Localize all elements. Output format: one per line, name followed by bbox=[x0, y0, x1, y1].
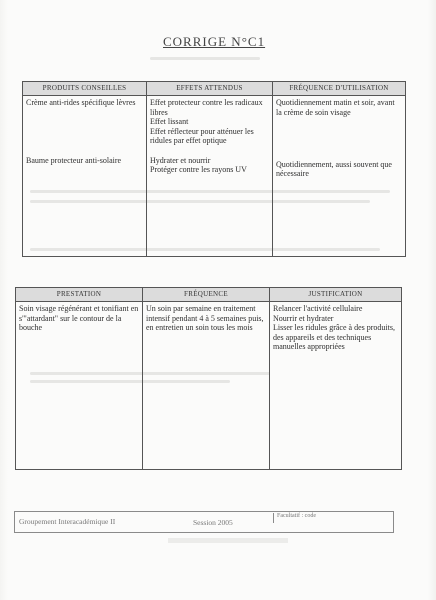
column-header: FRÉQUENCE D'UTILISATION bbox=[273, 82, 406, 96]
service-table-header bbox=[16, 288, 402, 302]
products-table bbox=[22, 81, 406, 257]
effects-cell: Effet protecteur contre les radicaux libres Effet lissant Effet réflecteur pour atténuer les ridules par effet optique bbox=[147, 96, 273, 154]
footer-session: Session 2005 bbox=[193, 518, 233, 527]
table-row bbox=[16, 302, 402, 470]
column-header: EFFETS ATTENDUS bbox=[147, 82, 273, 96]
page-title: CORRIGE N°C1 bbox=[163, 34, 266, 49]
footer-group: Groupement Interacadémique II bbox=[19, 517, 116, 526]
product-cell: Crème anti-rides spécifique lèvres bbox=[23, 96, 147, 154]
footer-code-box: Facultatif : code bbox=[273, 513, 316, 523]
column-header: PRESTATION bbox=[16, 288, 143, 302]
justification-cell: Relancer l'activité cellulaire Nourrir et hydrater Lisser les ridules grâce à des produits, des appareils et des techniques manuelles appropriées bbox=[270, 302, 402, 470]
frequency-cell: Un soin par semaine en traitement intensif pendant 4 à 5 semaines puis, en entretien un soin tous les mois bbox=[143, 302, 270, 470]
effects-cell: Hydrater et nourrir Protéger contre les rayons UV bbox=[147, 154, 273, 257]
product-cell: Baume protecteur anti-solaire bbox=[23, 154, 147, 257]
service-cell: Soin visage régénérant et tonifiant en s'"attardant" sur le contour de la bouche bbox=[16, 302, 143, 470]
service-table bbox=[15, 287, 402, 470]
column-header: PRODUITS CONSEILLES bbox=[23, 82, 147, 96]
products-table-header bbox=[23, 82, 406, 96]
show-through-mark bbox=[168, 538, 288, 543]
page-footer bbox=[14, 511, 394, 533]
table-row bbox=[23, 96, 406, 154]
column-header: FRÉQUENCE bbox=[143, 288, 270, 302]
show-through-mark bbox=[150, 57, 260, 60]
table-row bbox=[23, 154, 406, 257]
frequency-cell: Quotidiennement, aussi souvent que nécessaire bbox=[273, 154, 406, 257]
frequency-cell: Quotidiennement matin et soir, avant la crème de soin visage bbox=[273, 96, 406, 154]
column-header: JUSTIFICATION bbox=[270, 288, 402, 302]
